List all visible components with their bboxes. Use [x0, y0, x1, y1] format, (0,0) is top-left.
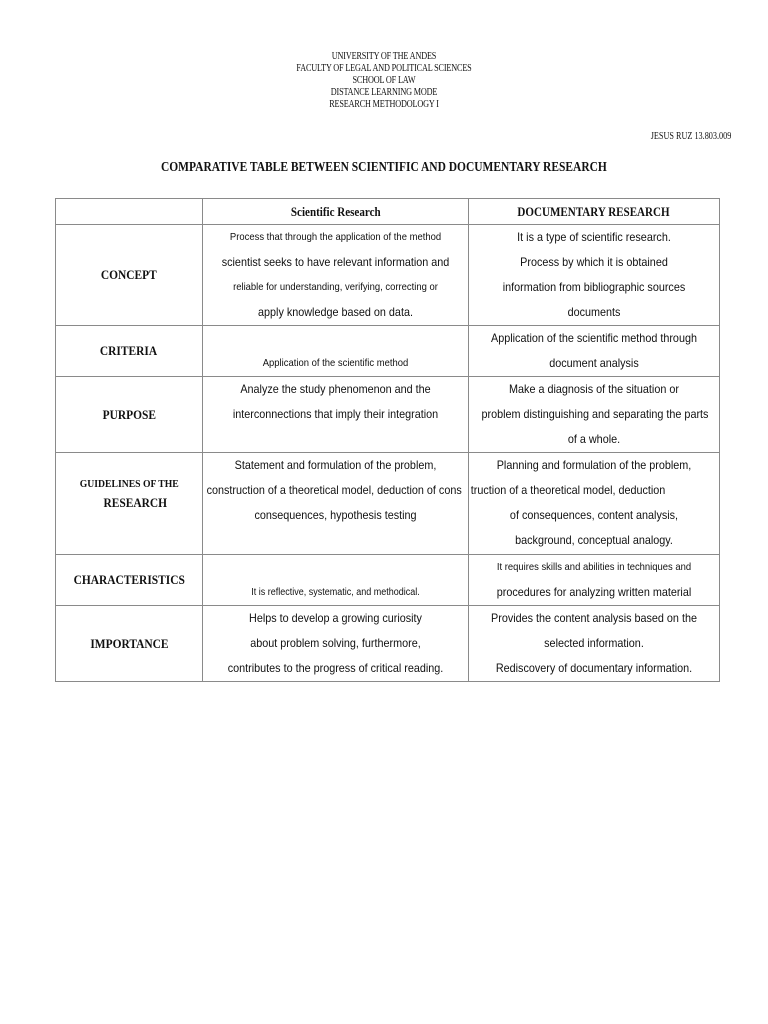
- cell-line: construction of a theoretical model, deduction of cons: [206, 483, 462, 497]
- row-label-purpose: PURPOSE: [56, 377, 203, 453]
- table-row-criteria: [56, 326, 720, 377]
- header-university: UNIVERSITY OF THE ANDES: [331, 51, 437, 62]
- cell-line: Process by which it is obtained: [520, 255, 668, 269]
- cell-line: document analysis: [549, 356, 639, 370]
- cell-line: scientist seeks to have relevant information and: [221, 255, 450, 269]
- row-label-guidelines: [56, 453, 203, 555]
- header-course: RESEARCH METHODOLOGY I: [329, 99, 439, 110]
- cell-line: documents: [567, 305, 621, 319]
- importance-documentary-cell: [469, 606, 720, 682]
- guidelines-documentary-cell: [469, 453, 720, 555]
- cell-line: Application of the scientific method: [262, 357, 409, 369]
- table-header-row: [56, 199, 720, 225]
- importance-scientific-cell: [203, 606, 469, 682]
- row-label-guidelines-line2: RESEARCH: [103, 495, 167, 510]
- cell-line: procedures for analyzing written material: [496, 585, 692, 599]
- guidelines-scientific-cell: [203, 453, 469, 555]
- cell-line: It is reflective, systematic, and methodical.: [251, 587, 420, 598]
- characteristics-documentary-cell: [469, 555, 720, 606]
- concept-scientific-cell: [203, 225, 469, 326]
- cell-line: Process that through the application of the method: [229, 231, 442, 243]
- characteristics-scientific-cell: [203, 555, 469, 606]
- cell-line: Make a diagnosis of the situation or: [509, 382, 679, 396]
- cell-line: selected information.: [544, 636, 644, 650]
- cell-line: information from bibliographic sources: [502, 280, 686, 294]
- cell-line: of a whole.: [567, 432, 621, 446]
- table-row-purpose: [56, 377, 720, 453]
- cell-line: contributes to the progress of critical reading.: [227, 661, 444, 675]
- comparative-table: [55, 198, 720, 682]
- cell-line: truction of a theoretical model, deduction: [470, 483, 666, 497]
- header-empty-cell: [56, 199, 203, 225]
- cell-line: Statement and formulation of the problem,: [234, 458, 437, 472]
- row-label-criteria: CRITERIA: [56, 326, 203, 377]
- cell-line: problem distinguishing and separating the parts: [481, 407, 709, 421]
- author-id: JESUS RUZ 13.803.009: [650, 131, 731, 142]
- cell-line: Helps to develop a growing curiosity: [249, 611, 422, 625]
- table-row-characteristics: [56, 555, 720, 606]
- document-title: [0, 160, 768, 176]
- cell-line: consequences, hypothesis testing: [254, 508, 417, 522]
- row-label-guidelines-line1: GUIDELINES OF THE: [79, 478, 179, 490]
- cell-line: reliable for understanding, verifying, correcting or: [233, 281, 438, 293]
- document-title-text: COMPARATIVE TABLE BETWEEN SCIENTIFIC AND DOCUMENTARY RESEARCH: [161, 160, 607, 175]
- cell-line: Planning and formulation of the problem,: [496, 458, 692, 472]
- row-label-characteristics: CHARACTERISTICS: [56, 555, 203, 606]
- purpose-documentary-cell: [469, 377, 720, 453]
- cell-line: It is a type of scientific research.: [517, 230, 671, 244]
- cell-line: It requires skills and abilities in techniques and: [496, 561, 692, 573]
- table-row-importance: [56, 606, 720, 682]
- header-faculty: FACULTY OF LEGAL AND POLITICAL SCIENCES: [296, 63, 472, 74]
- cell-line: Application of the scientific method through: [491, 331, 697, 345]
- cell-line: apply knowledge based on data.: [258, 305, 413, 319]
- header-scientific: Scientific Research: [203, 199, 469, 225]
- cell-line: Rediscovery of documentary information.: [495, 661, 693, 675]
- cell-line: about problem solving, furthermore,: [250, 636, 421, 650]
- cell-line: interconnections that imply their integration: [232, 407, 439, 421]
- row-label-importance: IMPORTANCE: [56, 606, 203, 682]
- cell-line: Analyze the study phenomenon and the: [240, 382, 431, 396]
- header-mode: DISTANCE LEARNING MODE: [330, 87, 438, 98]
- cell-line: background, conceptual analogy.: [515, 533, 673, 547]
- table-row-guidelines: [56, 453, 720, 555]
- cell-line: of consequences, content analysis,: [509, 508, 679, 522]
- row-label-concept: CONCEPT: [56, 225, 203, 326]
- cell-line: Provides the content analysis based on the: [491, 611, 697, 625]
- concept-documentary-cell: [469, 225, 720, 326]
- criteria-documentary-cell: [469, 326, 720, 377]
- document-header: [0, 51, 768, 111]
- header-school: SCHOOL OF LAW: [352, 75, 416, 86]
- purpose-scientific-cell: [203, 377, 469, 453]
- table-row-concept: [56, 225, 720, 326]
- criteria-scientific-cell: [203, 326, 469, 377]
- header-documentary: DOCUMENTARY RESEARCH: [469, 199, 720, 225]
